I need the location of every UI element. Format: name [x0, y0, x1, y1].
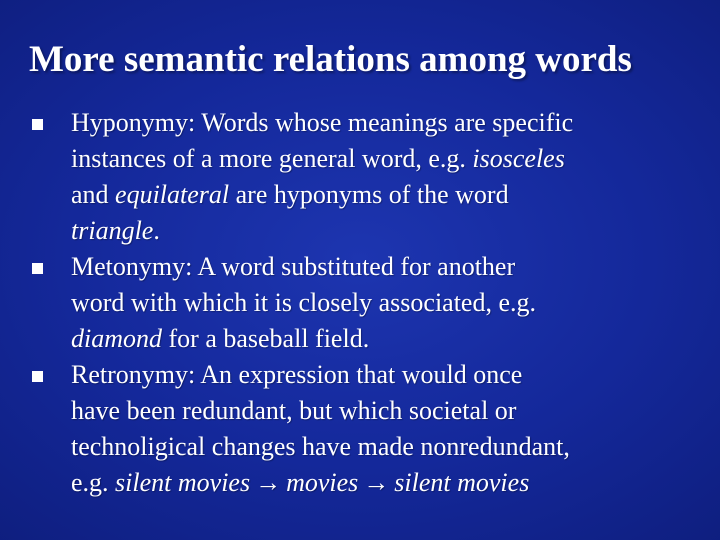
- text-run: word with which it is closely associated, e.g.: [71, 288, 537, 317]
- square-bullet-icon: [32, 263, 43, 274]
- bullet-line: [71, 465, 700, 501]
- bullet-list: [0, 105, 720, 501]
- text-run: e.g.: [71, 468, 116, 497]
- arrow-right-icon: →: [255, 468, 282, 497]
- text-run: for a baseball field.: [162, 324, 370, 353]
- bullet-line: [71, 357, 700, 393]
- italic-term: equilateral: [115, 180, 230, 209]
- italic-term: diamond: [71, 324, 162, 353]
- bullet-item: [0, 249, 720, 357]
- text-run: and: [71, 180, 116, 209]
- text-run: instances of a more general word, e.g.: [71, 144, 473, 173]
- italic-term: movies: [286, 468, 359, 497]
- italic-term: isosceles: [472, 144, 565, 173]
- text-run: have been redundant, but which societal or: [71, 396, 517, 425]
- bullet-line: [71, 177, 700, 213]
- italic-term: triangle: [71, 216, 154, 245]
- slide-title: More semantic relations among words: [29, 39, 632, 80]
- italic-term: silent movies: [394, 468, 530, 497]
- text-run: .: [153, 216, 160, 245]
- bullet-line: [71, 105, 700, 141]
- text-run: technoligical changes have made nonredundant,: [71, 432, 570, 461]
- text-run: Retronymy: An expression that would once: [71, 360, 523, 389]
- bullet-line: [71, 141, 700, 177]
- bullet-line: [71, 321, 700, 357]
- text-run: Metonymy: A word substituted for another: [71, 252, 516, 281]
- bullet-line: [71, 213, 700, 249]
- square-bullet-icon: [32, 371, 43, 382]
- text-run: Hyponymy: Words whose meanings are specific: [71, 108, 574, 137]
- bullet-line: [71, 393, 700, 429]
- arrow-right-icon: →: [363, 468, 390, 497]
- bullet-item: [0, 357, 720, 501]
- italic-term: silent movies: [115, 468, 251, 497]
- bullet-line: [71, 429, 700, 465]
- bullet-item: [0, 105, 720, 249]
- text-run: are hyponyms of the word: [229, 180, 509, 209]
- bullet-line: [71, 285, 700, 321]
- bullet-line: [71, 249, 700, 285]
- square-bullet-icon: [32, 119, 43, 130]
